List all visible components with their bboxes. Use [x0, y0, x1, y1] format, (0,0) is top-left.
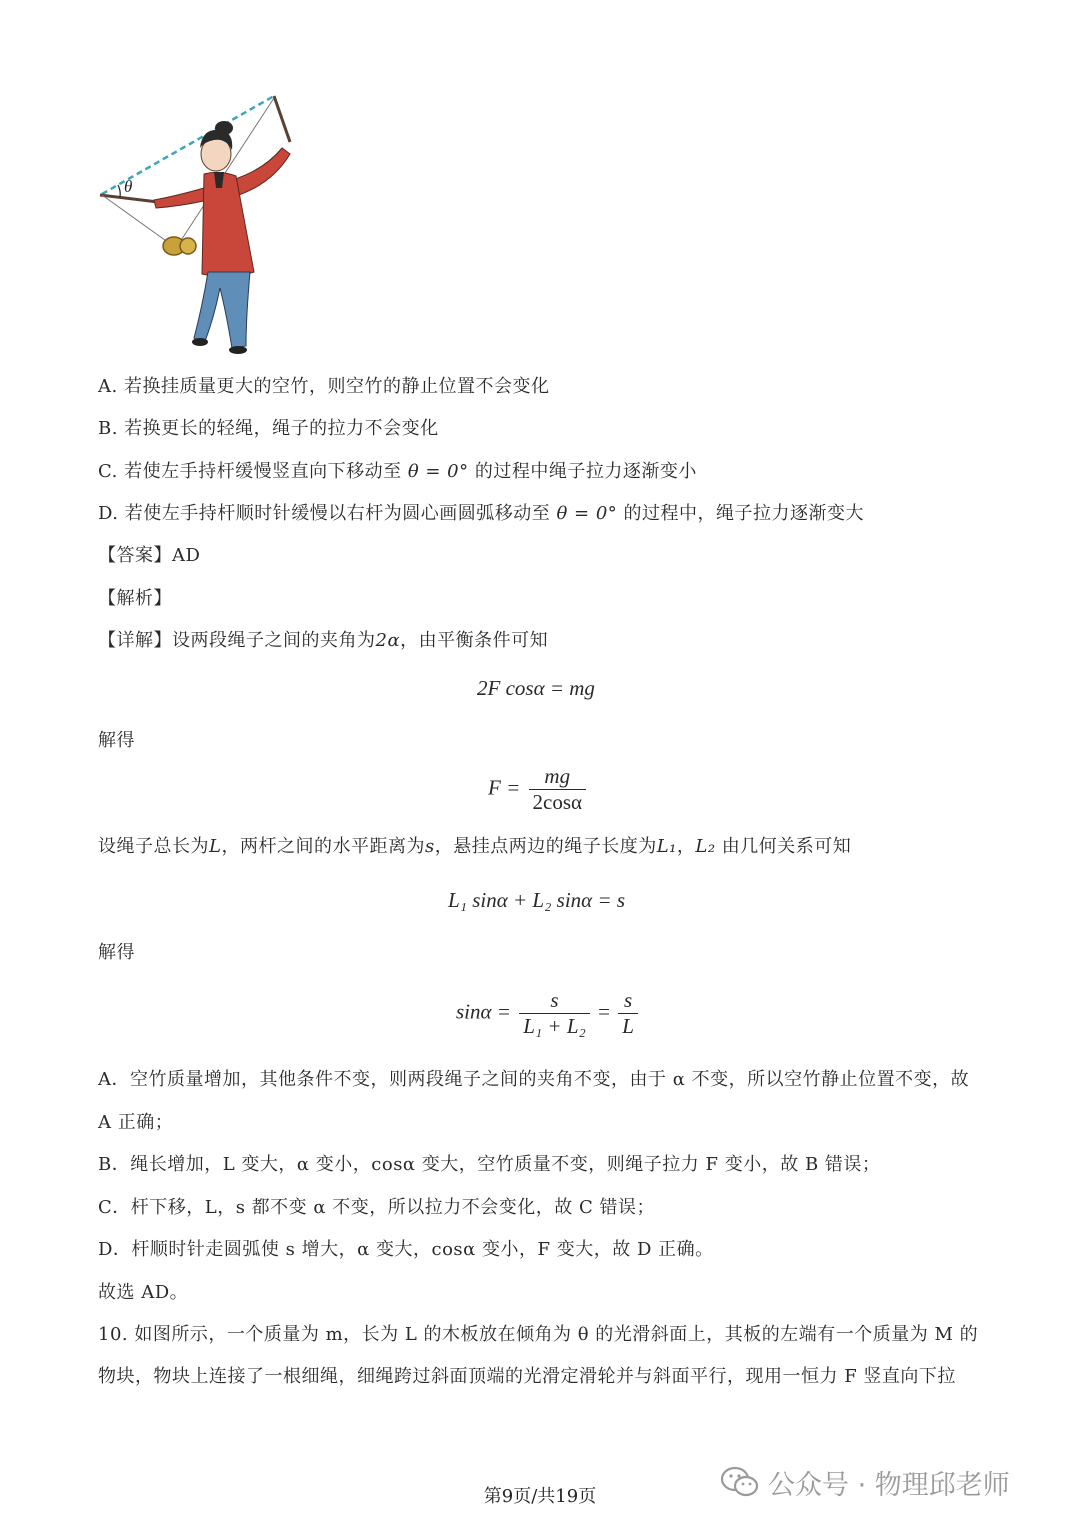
answer-line — [98, 543, 200, 569]
eq4-lhs: sinα = — [456, 999, 511, 1024]
geo-comma: ， — [676, 836, 696, 857]
option-c-theta: θ = 0° — [407, 461, 469, 482]
geo-L2: L₂ — [695, 836, 716, 857]
answer-value: AD — [172, 545, 201, 566]
detail-text-post: ，由平衡条件可知 — [400, 630, 549, 651]
explain-a-line-2: A 正确； — [98, 1112, 174, 1133]
left-rod — [100, 195, 158, 202]
geo-s: s — [424, 836, 435, 857]
eq4-fraction-2 — [618, 988, 638, 1039]
option-d — [98, 501, 864, 527]
option-b: B. 若换更长的轻绳，绳子的拉力不会变化 — [98, 418, 439, 439]
theta-label: θ — [124, 177, 133, 196]
eq2-lhs: F = — [488, 775, 521, 800]
geo-L1: L₁ — [656, 836, 677, 857]
equation-4 — [456, 988, 641, 1039]
explain-d: D．杆顺时针走圆弧使 s 增大，α 变大，cosα 变小，F 变大，故 D 正确。 — [98, 1239, 714, 1260]
geometry-line — [98, 834, 851, 860]
option-d-text: D. 若使左手持杆顺时针缓慢以右杆为圆心画圆弧移动至 — [98, 503, 551, 524]
diabolo-illustration — [96, 88, 306, 358]
right-rod — [274, 96, 290, 142]
option-c — [98, 459, 697, 485]
explain-b: B．绳长增加，L 变大，α 变小，cosα 变大，空竹质量不变，则绳子拉力 F 变小，故 B 错误； — [98, 1154, 881, 1175]
eq4-denominator-2: L — [618, 1013, 638, 1039]
geo-text-4: 由几何关系可知 — [715, 836, 852, 857]
detail-text: 设两段绳子之间的夹角为 — [172, 630, 376, 651]
explain-a-line-1: A．空竹质量增加，其他条件不变，则两段绳子之间的夹角不变，由于 α 不变，所以空竹静止位置不变，故 — [98, 1069, 970, 1090]
eq4-numerator-2: s — [623, 988, 633, 1012]
analysis-tag: 【解析】 — [98, 588, 172, 609]
detail-tag: 【详解】 — [98, 630, 172, 651]
option-c-text: C. 若使左手持杆缓慢竖直向下移动至 — [98, 461, 402, 482]
detail-angle: 2α — [375, 630, 401, 651]
wechat-icon — [720, 1465, 760, 1499]
watermark — [720, 1462, 1010, 1502]
geo-text-1: 设绳子总长为 — [98, 836, 209, 857]
geo-L: L — [209, 836, 222, 857]
angle-arc — [118, 185, 120, 197]
option-c-tail: 的过程中绳子拉力逐渐变小 — [474, 461, 697, 482]
equation-2 — [488, 764, 589, 815]
eq4-denominator-1: L₁ + L₂ — [519, 1013, 590, 1039]
page-number: 第9页/共19页 — [483, 1486, 597, 1507]
option-d-tail: 的过程中，绳子拉力逐渐变大 — [623, 503, 865, 524]
option-d-theta: θ = 0° — [556, 503, 618, 524]
explain-c: C．杆下移，L，s 都不变 α 不变，所以拉力不会变化，故 C 错误； — [98, 1197, 655, 1218]
right-arm — [232, 148, 290, 196]
solve-label-1: 解得 — [98, 730, 135, 751]
option-a: A. 若换挂质量更大的空竹，则空竹的静止位置不会变化 — [98, 376, 550, 397]
eq4-numerator-1: s — [550, 988, 559, 1012]
trousers — [194, 272, 250, 348]
eq2-numerator: mg — [544, 764, 571, 788]
geo-text-2: ，两杆之间的水平距离为 — [221, 836, 425, 857]
watermark-text: 公众号 · 物理邱老师 — [768, 1469, 1010, 1501]
solve-label-2: 解得 — [98, 942, 135, 963]
eq2-fraction — [529, 764, 587, 815]
detail-line — [98, 628, 548, 654]
eq2-denominator: 2cosα — [529, 789, 587, 815]
eq4-fraction-1 — [519, 988, 590, 1039]
question-10-line-1: 10. 如图所示，一个质量为 m，长为 L 的木板放在倾角为 θ 的光滑斜面上，其板的左端有一个质量为 M 的 — [98, 1324, 979, 1345]
question-10-line-2: 物块，物块上连接了一根细绳，细绳跨过斜面顶端的光滑定滑轮并与斜面平行，现用一恒力 F 竖直向下拉 — [98, 1366, 956, 1387]
eq4-equals: = — [598, 999, 610, 1024]
equation-1: 2F cosα = mg — [477, 676, 595, 700]
geo-text-3: ，悬挂点两边的绳子长度为 — [434, 836, 657, 857]
left-arm — [154, 188, 208, 208]
answer-tag: 【答案】 — [98, 545, 172, 566]
equation-3: L₁ sinα + L₂ sinα = s — [448, 888, 626, 912]
conclusion: 故选 AD。 — [98, 1282, 189, 1303]
